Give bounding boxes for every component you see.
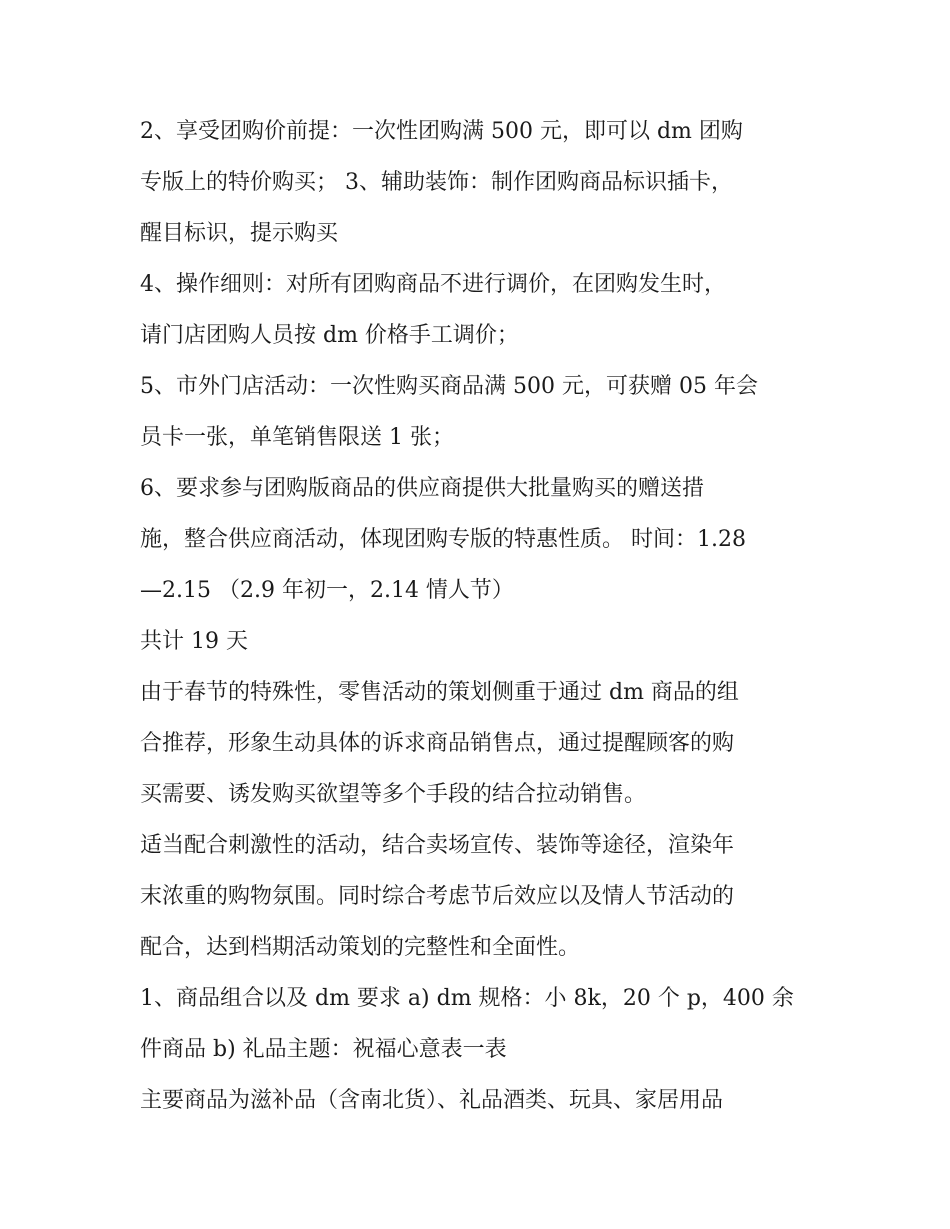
paragraph-outer-store-activity: [140, 361, 820, 463]
text-line: 5、市外门店活动：一次性购买商品满 500 元，可获赠 05 年会: [140, 374, 758, 399]
text-line: 共计 19 天: [140, 629, 248, 654]
text-line: 员卡一张，单笔销售限送 1 张；: [140, 425, 454, 450]
text-line: 件商品 b) 礼品主题：祝福心意表一表: [140, 1037, 507, 1062]
text-line: 2、享受团购价前提：一次性团购满 500 元，即可以 dm 团购: [140, 119, 743, 144]
text-line: 主要商品为滋补品（含南北货）、礼品酒类、玩具、家居用品: [140, 1088, 724, 1113]
text-line: 专版上的特价购买； 3、辅助装饰：制作团购商品标识插卡，: [140, 170, 733, 195]
text-line: —2.15 （2.9 年初一，2.14 情人节）: [140, 578, 514, 603]
text-line: 6、要求参与团购版商品的供应商提供大批量购买的赠送措: [140, 476, 704, 501]
paragraph-promotion-atmosphere: [140, 820, 820, 973]
text-line: 由于春节的特殊性，零售活动的策划侧重于通过 dm 商品的组: [140, 680, 739, 705]
text-line: 醒目标识，提示购买: [140, 221, 339, 246]
paragraph-total-days: [140, 616, 820, 667]
paragraph-group-purchase-condition: [140, 106, 820, 259]
text-line: 施，整合供应商活动，体现团购专版的特惠性质。 时间：1.28: [140, 527, 746, 552]
text-line: 买需要、诱发购买欲望等多个手段的结合拉动销售。: [140, 782, 647, 807]
paragraph-spring-festival-strategy: [140, 667, 820, 820]
text-line: 1、商品组合以及 dm 要求 a) dm 规格：小 8k，20 个 p，400 余: [140, 986, 794, 1011]
text-line: 配合，达到档期活动策划的完整性和全面性。: [140, 935, 581, 960]
paragraph-operation-rules: [140, 259, 820, 361]
paragraph-supplier-requirements: [140, 463, 820, 616]
text-line: 合推荐，形象生动具体的诉求商品销售点，通过提醒顾客的购: [140, 731, 735, 756]
text-line: 末浓重的购物氛围。同时综合考虑节后效应以及情人节活动的: [140, 884, 735, 909]
text-line: 请门店团购人员按 dm 价格手工调价；: [140, 323, 519, 348]
text-line: 适当配合刺激性的活动，结合卖场宣传、装饰等途径，渲染年: [140, 833, 735, 858]
document-page: [140, 106, 820, 1126]
paragraph-product-combination: [140, 973, 820, 1075]
text-line: 4、操作细则：对所有团购商品不进行调价，在团购发生时，: [140, 272, 726, 297]
paragraph-main-products: [140, 1075, 820, 1126]
